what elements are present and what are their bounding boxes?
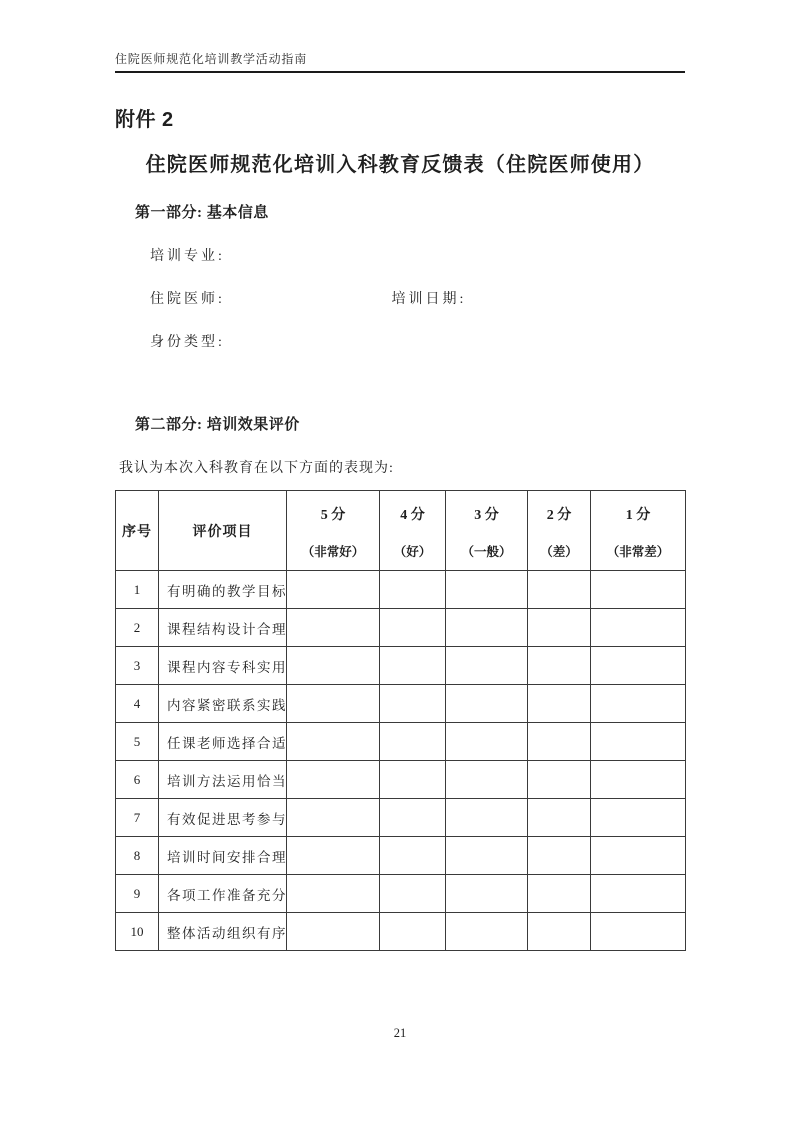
score-cell <box>528 609 591 647</box>
score-cell <box>380 837 446 875</box>
evaluation-item: 整体活动组织有序 <box>159 913 287 951</box>
score-value: 5 分 <box>320 507 346 523</box>
identity-type-label: 身份类型: <box>150 335 225 350</box>
score-cell <box>591 799 686 837</box>
score-cell <box>380 799 446 837</box>
table-row <box>116 647 686 685</box>
score-cell <box>287 875 380 913</box>
evaluation-item: 任课老师选择合适 <box>159 723 287 761</box>
training-specialty-label: 培训专业: <box>150 249 225 264</box>
row-number: 8 <box>116 837 159 875</box>
score-cell <box>591 875 686 913</box>
score-cell <box>528 571 591 609</box>
score-cell <box>446 913 528 951</box>
score-cell <box>446 799 528 837</box>
evaluation-table <box>115 490 686 951</box>
score-cell <box>287 609 380 647</box>
row-number: 10 <box>116 913 159 951</box>
row-number: 7 <box>116 799 159 837</box>
score-cell <box>380 723 446 761</box>
score-cell <box>528 723 591 761</box>
column-header-score-2 <box>528 491 591 571</box>
evaluation-table-head <box>116 491 686 571</box>
evaluation-intro-text: 我认为本次入科教育在以下方面的表现为: <box>119 461 394 476</box>
table-row <box>116 799 686 837</box>
score-header-1 <box>591 492 685 570</box>
score-cell <box>287 761 380 799</box>
section-heading-part1: 第一部分: 基本信息 <box>135 205 269 221</box>
attachment-label: 附件 2 <box>115 109 174 131</box>
score-cell <box>591 609 686 647</box>
row-number: 5 <box>116 723 159 761</box>
score-header-4 <box>380 492 445 570</box>
score-cell <box>287 799 380 837</box>
training-date-label: 培训日期: <box>391 292 467 307</box>
field-row-identity <box>150 331 685 351</box>
table-row <box>116 837 686 875</box>
score-cell <box>287 647 380 685</box>
row-number: 2 <box>116 609 159 647</box>
score-cell <box>446 571 528 609</box>
field-row-specialty <box>150 245 685 265</box>
evaluation-item: 有效促进思考参与 <box>159 799 287 837</box>
evaluation-item: 培训时间安排合理 <box>159 837 287 875</box>
score-description: （差） <box>540 544 578 559</box>
row-number: 1 <box>116 571 159 609</box>
score-description: （好） <box>393 544 432 559</box>
score-cell <box>591 685 686 723</box>
evaluation-item: 内容紧密联系实践 <box>159 685 287 723</box>
table-row <box>116 913 686 951</box>
score-cell <box>528 913 591 951</box>
score-cell <box>591 723 686 761</box>
score-cell <box>446 647 528 685</box>
table-row <box>116 723 686 761</box>
score-cell <box>446 723 528 761</box>
score-cell <box>380 571 446 609</box>
score-value: 3 分 <box>474 507 499 523</box>
page-number: 21 <box>393 1026 407 1040</box>
score-cell <box>591 913 686 951</box>
score-cell <box>528 837 591 875</box>
row-number: 4 <box>116 685 159 723</box>
table-row <box>116 875 686 913</box>
score-cell <box>446 609 528 647</box>
score-cell <box>287 685 380 723</box>
score-cell <box>380 609 446 647</box>
score-cell <box>528 875 591 913</box>
score-description: （一般） <box>461 544 512 559</box>
column-header-no: 序号 <box>116 491 159 571</box>
evaluation-table-body <box>116 571 686 951</box>
evaluation-item: 培训方法运用恰当 <box>159 761 287 799</box>
column-header-score-3 <box>446 491 528 571</box>
score-cell <box>591 837 686 875</box>
table-row <box>116 571 686 609</box>
score-cell <box>591 571 686 609</box>
score-header-3 <box>446 492 527 570</box>
score-cell <box>446 761 528 799</box>
running-header: 住院医师规范化培训教学活动指南 <box>115 50 685 73</box>
score-cell <box>380 913 446 951</box>
score-cell <box>380 761 446 799</box>
table-row <box>116 609 686 647</box>
score-cell <box>287 837 380 875</box>
score-cell <box>528 685 591 723</box>
score-cell <box>591 647 686 685</box>
header-row <box>116 491 686 571</box>
evaluation-item: 课程内容专科实用 <box>159 647 287 685</box>
evaluation-item: 有明确的教学目标 <box>159 571 287 609</box>
score-cell <box>287 723 380 761</box>
column-header-score-5 <box>287 491 380 571</box>
column-header-item: 评价项目 <box>159 491 287 571</box>
score-value: 2 分 <box>546 507 572 523</box>
score-description: （非常差） <box>606 544 670 559</box>
evaluation-item: 各项工作准备充分 <box>159 875 287 913</box>
score-cell <box>528 761 591 799</box>
resident-label: 住院医师: <box>150 292 225 307</box>
score-value: 1 分 <box>625 507 651 523</box>
score-description: （非常好） <box>301 544 365 559</box>
evaluation-item: 课程结构设计合理 <box>159 609 287 647</box>
score-cell <box>446 875 528 913</box>
document-content <box>0 50 800 951</box>
score-header-5 <box>287 492 379 570</box>
score-cell <box>380 647 446 685</box>
score-cell <box>591 761 686 799</box>
row-number: 6 <box>116 761 159 799</box>
score-cell <box>528 799 591 837</box>
document-title: 住院医师规范化培训入科教育反馈表（住院医师使用） <box>145 154 655 176</box>
table-row <box>116 761 686 799</box>
score-cell <box>528 647 591 685</box>
score-cell <box>380 875 446 913</box>
score-cell <box>446 685 528 723</box>
score-cell <box>380 685 446 723</box>
row-number: 9 <box>116 875 159 913</box>
column-header-score-1 <box>591 491 686 571</box>
score-cell <box>287 571 380 609</box>
field-row-resident-date <box>150 288 685 308</box>
score-value: 4 分 <box>400 507 425 523</box>
section-heading-part2: 第二部分: 培训效果评价 <box>135 417 300 433</box>
score-cell <box>446 837 528 875</box>
row-number: 3 <box>116 647 159 685</box>
score-header-2 <box>528 492 590 570</box>
table-row <box>116 685 686 723</box>
column-header-score-4 <box>380 491 446 571</box>
score-cell <box>287 913 380 951</box>
